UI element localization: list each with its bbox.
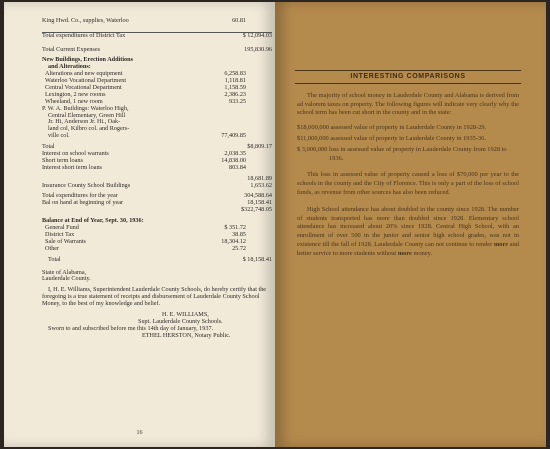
building-row-label: Waterloo Vocational Department bbox=[45, 77, 127, 85]
sworn-text: Sworn to and subscribed before me this 14th day of January, 1937. bbox=[48, 324, 214, 332]
building-row-label: Alterations and new equipment bbox=[45, 70, 123, 78]
building-row-amount: 1,118.81 bbox=[224, 77, 246, 85]
pwa-last-amount: 77,409.85 bbox=[221, 132, 246, 140]
pwa-last-label: ville col. bbox=[48, 132, 70, 140]
insurance-row bbox=[42, 183, 272, 190]
attendance-text-c: money. bbox=[411, 249, 433, 257]
loss-paragraph: This loss in assessed value of property caused a loss of $70,000 per year to the schools in the county and the City of Florence. This is only a part of the loss of school funds, as revenue from other sources has also been reduced. bbox=[297, 171, 519, 196]
grand-total-amount: $322,748.05 bbox=[241, 206, 272, 214]
signer-name: H. E. WILLIAMS, bbox=[162, 311, 209, 318]
loan-row-amount: 14,838.00 bbox=[221, 156, 246, 164]
ledger-row-label: Total expenditures of District Tax bbox=[42, 31, 126, 39]
buildings-heading-1: New Buildings, Erection Additions bbox=[42, 56, 133, 64]
balance-row-amount: $ 351.72 bbox=[224, 224, 246, 232]
left-page bbox=[4, 2, 275, 447]
balance-row-amount: 25.72 bbox=[232, 244, 246, 252]
certification-text: I, H. E. Williams, Superintendent Lauderdale County Schools, do hereby certify that the foregoing is a true statement of receipts and disbursement of Lauderdale County School Money, to the best of my knowledge and belief. bbox=[42, 286, 267, 308]
attendance-paragraph bbox=[297, 206, 519, 259]
comparison-list bbox=[297, 124, 519, 163]
pwa-line: Central Elementary, Green Hill bbox=[48, 111, 126, 119]
balance-row-amount: 38.85 bbox=[232, 230, 246, 238]
pwa-line: Jr. Hi, Anderson Jr. Hi., Oak- bbox=[48, 118, 121, 126]
loan-row-label: Interest on school warrants bbox=[42, 150, 109, 158]
balance-row-amount: 18,304.12 bbox=[221, 237, 246, 245]
building-row-label: Wheeland, 1 new room bbox=[45, 97, 103, 105]
emphasis-more: more bbox=[493, 240, 509, 248]
signer-title: Supt. Lauderdale County Schools. bbox=[138, 317, 223, 325]
ledger-row-total: 195,830.96 bbox=[244, 45, 272, 53]
balance-total-row bbox=[42, 257, 272, 264]
ledger-row-amount: 60.81 bbox=[232, 17, 246, 24]
comparisons-section bbox=[297, 70, 519, 259]
comparison-amount: $18,000,000 bbox=[297, 124, 329, 132]
financial-statement bbox=[42, 18, 272, 340]
intro-paragraph: The majority of school money in Lauderdale County and Alabama is derived from ad valorem taxes on property. The following figures will indicate very clearly why the school term has been cut short in the county and in the state: bbox=[297, 91, 519, 117]
loan-row-label: Total bbox=[42, 143, 55, 151]
right-page bbox=[275, 2, 546, 447]
total-rows bbox=[42, 144, 272, 172]
loan-row-total: $8,809.17 bbox=[247, 143, 272, 151]
comparison-text: assessed value of property in Lauderdale County in 1935-36. bbox=[330, 134, 486, 142]
balance-heading: Balance at End of Year, Sept. 30, 1936: bbox=[42, 217, 144, 225]
expenditure-row-total: 18,158.41 bbox=[247, 199, 272, 207]
buildings-rows bbox=[42, 71, 272, 105]
loan-row-label: Interest short term loans bbox=[42, 163, 102, 171]
page-number: 16 bbox=[136, 430, 143, 436]
emphasis-more: more bbox=[397, 249, 412, 257]
pwa-last-row bbox=[42, 133, 272, 140]
attendance-text-b: and better service to more students without bbox=[297, 240, 519, 257]
comparison-text: loss in assessed value of property in Lauderdale County from 1928 to 1936. bbox=[328, 145, 507, 162]
expenditure-row-label: Bal on hand at beginning of year bbox=[42, 199, 124, 207]
ledger-row bbox=[42, 25, 272, 32]
loan-row bbox=[42, 165, 272, 172]
expenditure-row-label: Total expenditures for the year bbox=[42, 192, 118, 200]
grand-total-row bbox=[42, 207, 272, 214]
insurance-label: Insurance County School Buildings bbox=[42, 181, 131, 189]
building-row-amount: 1,158.59 bbox=[224, 84, 246, 92]
loan-row-amount: 2,038.35 bbox=[224, 150, 246, 158]
expenditure-row bbox=[42, 200, 272, 207]
ledger-row bbox=[42, 18, 272, 25]
comparison-amount: $11,000,000 bbox=[297, 134, 329, 142]
pwa-line: land col, Kilbro col. and Rogers- bbox=[48, 125, 130, 133]
insurance-amount: 1,653.62 bbox=[250, 181, 272, 189]
expenditure-row-total: 304,588.64 bbox=[244, 192, 272, 200]
balance-total-label: Total bbox=[48, 255, 61, 263]
comparison-item bbox=[297, 124, 519, 133]
ledger-row bbox=[42, 47, 272, 54]
expenditure-rows bbox=[42, 193, 272, 207]
balance-row bbox=[42, 246, 272, 253]
building-row-amount: 6,258.83 bbox=[224, 70, 246, 78]
balance-rows bbox=[42, 225, 272, 253]
loan-row-amount: 803.84 bbox=[228, 163, 246, 171]
state-line: State of Alabama, bbox=[42, 268, 87, 276]
pwa-line: P. W. A. Buildings: Waterloo High, bbox=[42, 104, 129, 112]
building-row-amount: 933.25 bbox=[228, 97, 246, 105]
ledger-row-label: Total Current Expenses bbox=[42, 45, 100, 53]
balance-total-amount: $ 18,158.41 bbox=[242, 255, 272, 263]
buildings-heading-2: and Alterations: bbox=[48, 63, 91, 71]
county-line: Lauderdale County. bbox=[42, 275, 91, 283]
section-title: INTERESTING COMPARISONS bbox=[295, 70, 521, 84]
building-row-amount: 2,386.23 bbox=[224, 90, 246, 98]
balance-row-label: Other bbox=[45, 244, 60, 252]
ledger-row bbox=[42, 32, 272, 40]
building-row-label: Central Vocational Department bbox=[45, 84, 122, 92]
building-row-label: Lexington, 2 new rooms bbox=[45, 90, 106, 98]
attendance-text-a: High School attendance has about doubled in the county since 1928. The number of students transported has more than doubled since 1928. Elementary school attendance has increased about 20% since 1928. Central High School, with an enrollment of over 500 in the junior and senior high school grades, was not in existence till the fall of 1928. Lauderdale County can not continue to render bbox=[297, 205, 519, 248]
booklet-spread bbox=[4, 2, 546, 447]
comparison-item bbox=[297, 146, 519, 164]
notary-signature: ETHEL HERSTON, Notary Public. bbox=[142, 331, 231, 339]
comparison-item bbox=[297, 135, 519, 144]
balance-row-label: District Tax bbox=[45, 230, 75, 238]
ledger-row-label: King Hwd. Co., supplies, Waterloo bbox=[42, 17, 129, 24]
balance-row-label: General Fund bbox=[45, 224, 79, 232]
ledger-row-total: $ 12,094.03 bbox=[242, 31, 272, 39]
balance-row-label: Sale of Warrants bbox=[45, 237, 86, 245]
top-rows bbox=[42, 18, 272, 53]
loan-row-label: Short term loans bbox=[42, 156, 83, 164]
comparison-text: assessed value of property in Lauderdale County in 1928-29. bbox=[330, 124, 487, 132]
loan-total-amount: 18,681.89 bbox=[247, 174, 272, 182]
comparison-amount: $ 3,000,000 bbox=[297, 145, 328, 153]
